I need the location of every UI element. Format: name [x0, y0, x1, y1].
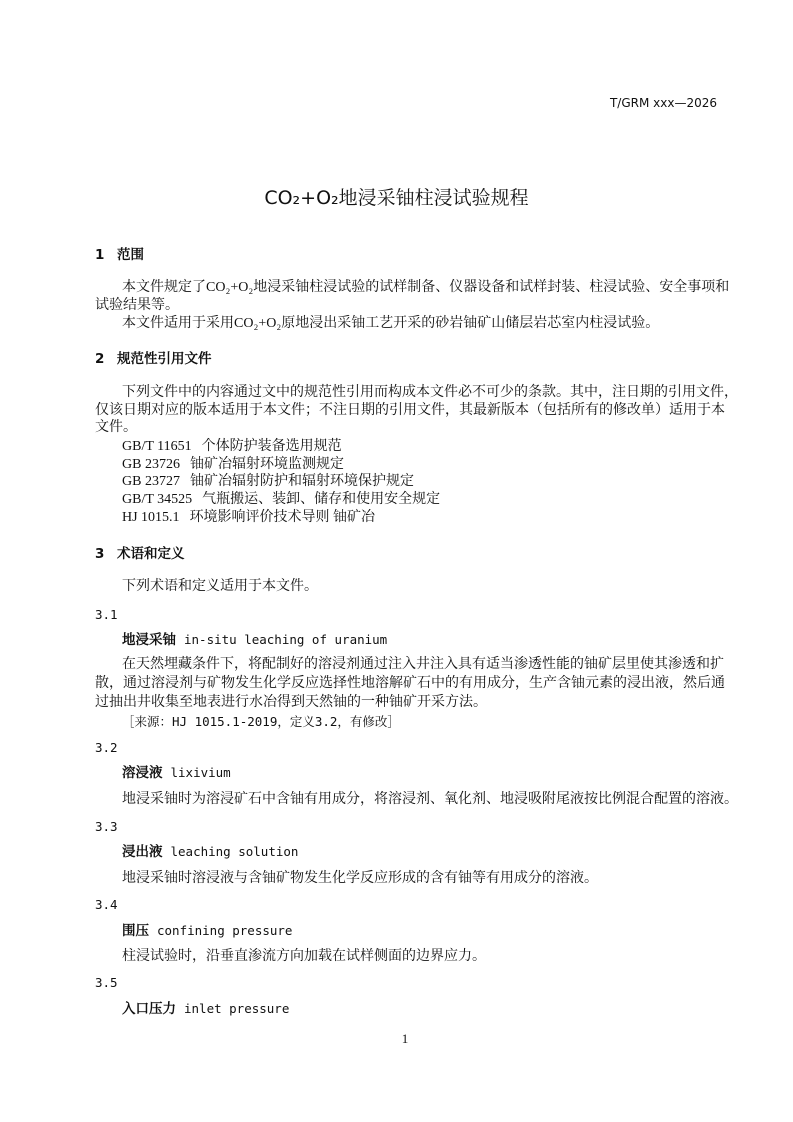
term-name-en: leaching solution — [170, 844, 299, 859]
term-name-zh: 浸出液 — [122, 844, 163, 860]
reference-title: 个体防护装备选用规范 — [201, 439, 342, 454]
section-heading-scope — [95, 246, 144, 264]
reference-item — [122, 456, 344, 474]
term-name-en: inlet pressure — [184, 1001, 290, 1016]
page-number: 1 — [401, 1031, 409, 1046]
section-heading-terms — [95, 545, 185, 563]
section-number: 3 — [95, 546, 105, 562]
reference-item — [122, 491, 440, 509]
scope-paragraph-line: 本文件适用于采用CO₂+O₂原地浸出采铀工艺开采的砂岩铀矿山储层岩芯室内柱浸试验。 — [122, 316, 660, 331]
term-heading — [122, 631, 387, 649]
term-source: ［来源：HJ 1015.1-2019，定义3.2，有修改］ — [122, 714, 400, 729]
term-name-zh: 围压 — [122, 923, 149, 939]
section-title: 术语和定义 — [117, 546, 185, 562]
term-definition-line: 地浸采铀时为溶浸矿石中含铀有用成分，将溶浸剂、氧化剂、地浸吸附尾液按比例混合配置的溶液。 — [122, 792, 738, 807]
reference-title: 气瓶搬运、装卸、储存和使用安全规定 — [202, 492, 441, 507]
reference-item — [122, 509, 375, 527]
term-definition-line: 柱浸试验时，沿垂直渗流方向加载在试样侧面的边界应力。 — [122, 949, 486, 964]
term-number: 3.3 — [95, 819, 118, 834]
section-title: 规范性引用文件 — [117, 351, 212, 367]
references-intro-line: 文件。 — [95, 420, 137, 435]
reference-code: HJ 1015.1 — [122, 510, 180, 525]
scope-paragraph-line: 本文件规定了CO₂+O₂地浸采铀柱浸试验的试样制备、仪器设备和试样封装、柱浸试验、安全事项和 — [122, 280, 730, 295]
term-name-en: in-situ leaching of uranium — [184, 632, 388, 647]
term-heading — [122, 922, 292, 940]
references-intro-line: 下列文件中的内容通过文中的规范性引用而构成本文件必不可少的条款。其中，注日期的引用文件， — [122, 385, 738, 400]
term-name-en: confining pressure — [157, 923, 293, 938]
reference-item — [122, 473, 414, 491]
scope-paragraph-line: 试验结果等。 — [95, 298, 179, 313]
document-title: CO₂+O₂地浸采铀柱浸试验规程 — [264, 187, 529, 209]
terms-intro: 下列术语和定义适用于本文件。 — [122, 579, 318, 594]
term-number: 3.1 — [95, 607, 118, 622]
term-name-zh: 入口压力 — [122, 1001, 176, 1017]
reference-code: GB 23726 — [122, 457, 180, 472]
reference-code: GB 23727 — [122, 474, 180, 489]
reference-title: 铀矿冶辐射环境监测规定 — [189, 457, 344, 472]
doc-number: T/GRM xxx—2026 — [609, 96, 717, 110]
section-number: 1 — [95, 247, 105, 263]
term-definition-line: 在天然埋藏条件下，将配制好的溶浸剂通过注入井注入具有适当渗透性能的铀矿层里使其渗透和扩 — [122, 657, 724, 672]
term-name-en: lixivium — [170, 765, 231, 780]
term-name-zh: 地浸采铀 — [122, 632, 176, 648]
term-definition-line: 过抽出井收集至地表进行水冶得到天然铀的一种铀矿开采方法。 — [95, 695, 487, 710]
term-number: 3.4 — [95, 897, 118, 912]
term-definition-line: 地浸采铀时溶浸液与含铀矿物发生化学反应形成的含有铀等有用成分的溶液。 — [122, 871, 598, 886]
term-heading — [122, 843, 298, 861]
section-title: 范围 — [117, 247, 144, 263]
reference-title: 环境影响评价技术导则 铀矿冶 — [189, 510, 376, 525]
references-intro-line: 仅该日期对应的版本适用于本文件；不注日期的引用文件，其最新版本（包括所有的修改单）适用于本 — [95, 403, 725, 418]
reference-title: 铀矿冶辐射防护和辐射环境保护规定 — [189, 474, 414, 489]
section-number: 2 — [95, 351, 105, 367]
term-heading — [122, 764, 231, 782]
reference-code: GB/T 11651 — [122, 439, 192, 454]
term-number: 3.2 — [95, 740, 118, 755]
term-heading — [122, 1000, 289, 1018]
reference-code: GB/T 34525 — [122, 492, 193, 507]
term-number: 3.5 — [95, 975, 118, 990]
reference-item — [122, 438, 342, 456]
term-definition-line: 散，通过溶浸剂与矿物发生化学反应选择性地溶解矿石中的有用成分，生产含铀元素的浸出液，然后通 — [95, 676, 725, 691]
term-name-zh: 溶浸液 — [122, 765, 163, 781]
section-heading-normative-references — [95, 350, 212, 368]
